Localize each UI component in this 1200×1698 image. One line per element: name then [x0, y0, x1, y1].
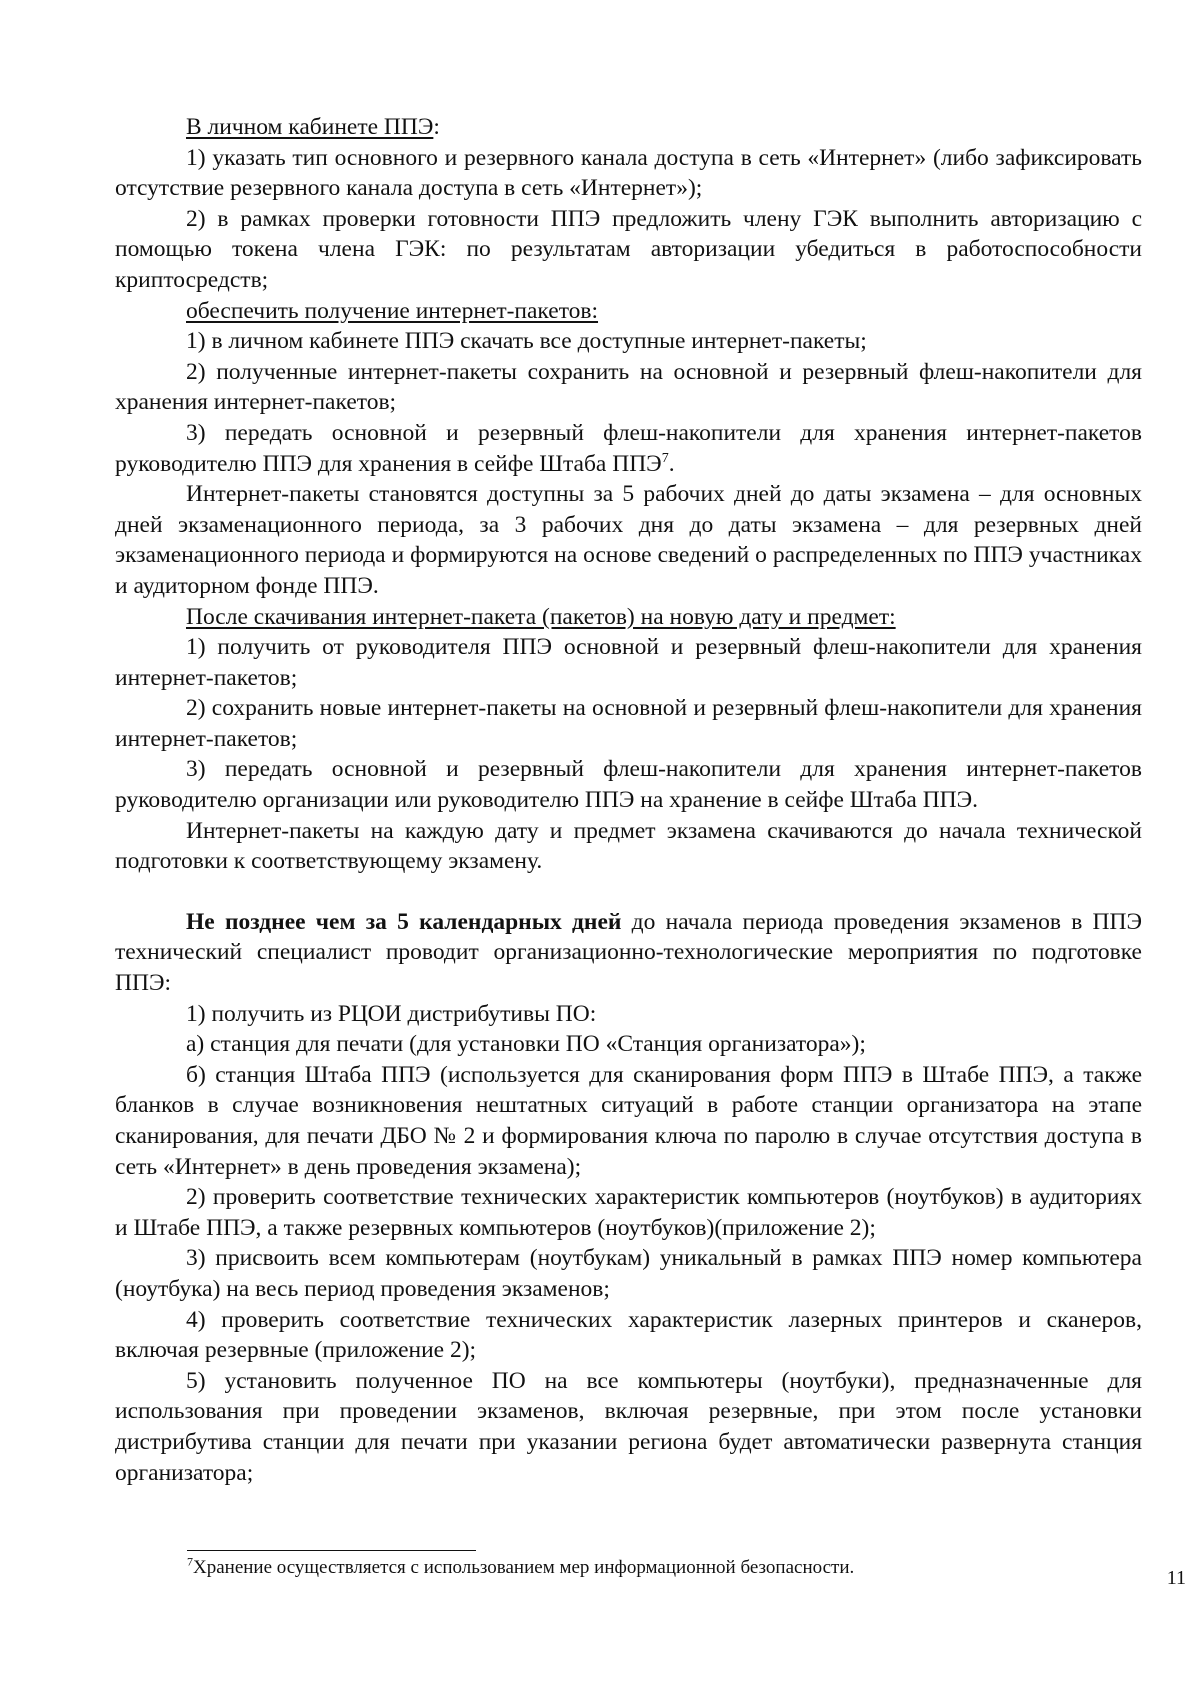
paragraph-lk-heading: [115, 112, 1142, 143]
paragraph: б) станция Штаба ППЭ (используется для сканирования форм ППЭ в Штабе ППЭ, а также бланков в случае возникновения нештатных ситуаций в работе станции организатора на этапе сканирования, для печати ДБО № 2 и формирования ключа по паролю в случае отсутствия доступа в сеть «Интернет» в день проведения экзамена);: [115, 1061, 1142, 1180]
paragraph-text: до начала периода проведения экзаменов в ППЭ технический специалист проводит организационно-технологические мероприятия по подготовке ППЭ:: [115, 908, 1142, 997]
paragraph-tail: .: [668, 450, 675, 477]
page-number: 11: [1166, 1567, 1186, 1589]
paragraph: 5) установить полученное ПО на все компьютеры (ноутбуки), предназначенные для использования при проведении экзаменов, включая резервные, при этом после установки дистрибутива станции для печати при указании региона будет автоматически развернута станция организатора;: [115, 1367, 1142, 1486]
paragraph: 1) указать тип основного и резервного канала доступа в сеть «Интернет» (либо зафиксировать отсутствие резервного канала доступа в сеть «Интернет»);: [115, 144, 1142, 202]
paragraph: 2) в рамках проверки готовности ППЭ предложить члену ГЭК выполнить авторизацию с помощью токена члена ГЭК: по результатам авторизации убедиться в работоспособности криптосредств;: [115, 205, 1142, 293]
paragraph: 2) проверить соответствие технических характеристик компьютеров (ноутбуков) в аудиториях и Штабе ППЭ, а также резервных компьютеров (ноутбуков)(приложение 2);: [115, 1184, 1142, 1241]
paragraph-with-footnote: [115, 418, 1142, 479]
paragraph-gap: [115, 877, 1142, 907]
footnote: [187, 1556, 1137, 1580]
footnote-text: Хранение осуществляется с использованием мер информационной безопасности.: [193, 1557, 855, 1578]
footnote-divider: [187, 1550, 476, 1551]
underlined-heading: После скачивания интернет-пакета (пакетов) на новую дату и предмет:: [186, 603, 896, 630]
paragraph: 1) в личном кабинете ППЭ скачать все доступные интернет-пакеты;: [186, 328, 867, 355]
paragraph-text: 3) передать основной и резервный флеш-накопители для хранения интернет-пакетов руководителю ППЭ для хранения в сейфе Штаба ППЭ: [115, 419, 1142, 477]
paragraph: 4) проверить соответствие технических характеристик лазерных принтеров и сканеров, включая резервные (приложение 2);: [115, 1306, 1142, 1364]
underlined-heading: обеспечить получение интернет-пакетов:: [186, 297, 599, 324]
paragraph: Интернет-пакеты становятся доступны за 5 рабочих дней до даты экзамена – для основных дней экзаменационного периода, за 3 рабочих дня до даты экзамена – для резервных дней экзаменационного периода и формируются на основе сведений о распределенных по ППЭ участниках и аудиторном фонде ППЭ.: [115, 481, 1142, 599]
footnote-reference: 7: [661, 450, 669, 466]
paragraph-packets-heading: [115, 296, 1142, 327]
underlined-heading: В личном кабинете ППЭ: [186, 114, 434, 140]
paragraph-after-download-heading: [115, 602, 1142, 633]
paragraph: 2) сохранить новые интернет-пакеты на основной и резервный флеш-накопители для хранения интернет-пакетов;: [115, 695, 1142, 752]
paragraph: а) станция для печати (для установки ПО «Станция организатора»);: [186, 1031, 866, 1058]
paragraph: 3) присвоить всем компьютерам (ноутбукам) уникальный в рамках ППЭ номер компьютера (ноутбука) на весь период проведения экзаменов;: [115, 1245, 1142, 1302]
body-text: [115, 112, 1142, 1488]
paragraph-deadline: [115, 907, 1142, 999]
paragraph: Интернет-пакеты на каждую дату и предмет экзамена скачиваются до начала технической подготовки к соответствующему экзамену.: [115, 817, 1142, 875]
paragraph: 1) получить из РЦОИ дистрибутивы ПО:: [186, 1000, 597, 1027]
heading-colon: :: [433, 114, 440, 140]
paragraph: 3) передать основной и резервный флеш-накопители для хранения интернет-пакетов руководителю организации или руководителю ППЭ на хранение в сейфе Штаба ППЭ.: [115, 756, 1142, 814]
bold-deadline: Не позднее чем за 5 календарных дней: [186, 908, 622, 935]
paragraph: 1) получить от руководителя ППЭ основной и резервный флеш-накопители для хранения интернет-пакетов;: [115, 634, 1142, 691]
paragraph: 2) полученные интернет-пакеты сохранить на основной и резервный флеш-накопители для хранения интернет-пакетов;: [115, 358, 1142, 416]
footnote-number: 7: [187, 1554, 193, 1569]
